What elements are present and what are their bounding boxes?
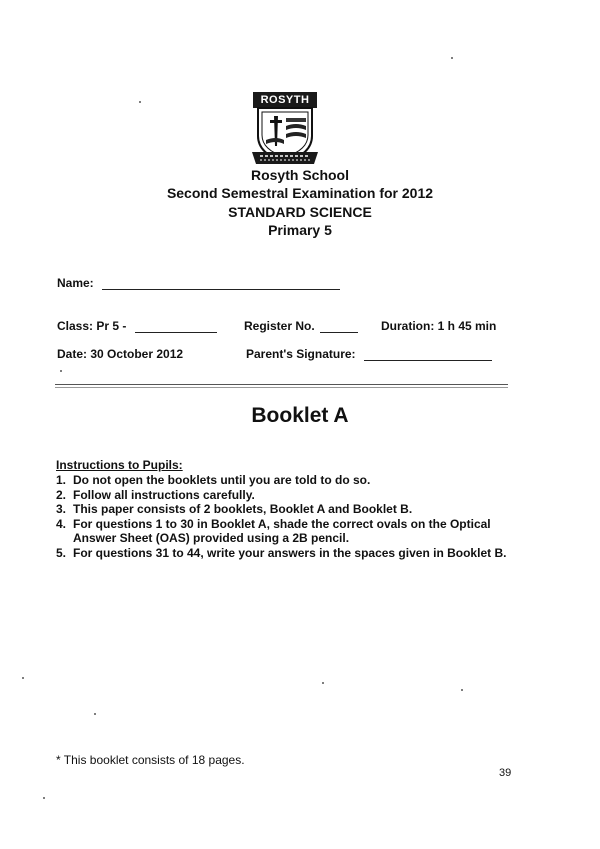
booklet-title: Booklet A	[251, 404, 349, 427]
scan-speck	[43, 797, 45, 799]
instruction-item: 1. Do not open the booklets until you are told to do so.	[56, 473, 371, 487]
register-label: Register No.	[244, 319, 315, 333]
scan-speck	[451, 57, 453, 59]
name-label: Name:	[57, 276, 94, 290]
name-blank-line[interactable]	[102, 278, 340, 290]
instruction-item: 3. This paper consists of 2 booklets, Booklet A and Booklet B.	[56, 502, 413, 516]
level-title: Primary 5	[268, 222, 332, 238]
name-field	[57, 276, 340, 290]
school-name: Rosyth School	[250, 167, 349, 183]
crest-banner-text: ROSYTH	[253, 92, 317, 108]
page-count-note: * This booklet consists of 18 pages.	[56, 753, 245, 767]
section-divider-shadow	[55, 387, 508, 388]
date-text: Date: 30 October 2012	[57, 347, 184, 361]
signature-field	[246, 347, 492, 361]
scan-speck	[22, 677, 24, 679]
instruction-item: 5. For questions 31 to 44, write your answers in the spaces given in Booklet B.	[56, 545, 507, 560]
section-divider	[55, 384, 508, 385]
signature-label: Parent's Signature:	[246, 347, 356, 361]
instruction-item: 4. For questions 1 to 30 in Booklet A, shade the correct ovals on the Optical Answer Sheet (OAS) provided using a 2B pencil.	[56, 516, 491, 545]
class-blank-line[interactable]	[135, 321, 217, 333]
duration-text: Duration: 1 h 45 min	[381, 319, 497, 333]
register-field	[244, 319, 358, 333]
scan-speck	[94, 713, 96, 715]
instruction-item: 2. Follow all instructions carefully.	[56, 487, 255, 502]
scan-speck	[461, 689, 463, 691]
class-label: Class: Pr 5 -	[57, 319, 127, 333]
exam-title: Second Semestral Examination for 2012	[166, 185, 434, 201]
class-field	[57, 319, 217, 333]
handwritten-page-mark: 39	[499, 767, 512, 779]
instructions-list	[56, 473, 516, 560]
scan-speck	[139, 101, 141, 103]
subject-title: STANDARD SCIENCE	[228, 204, 372, 220]
scan-speck	[322, 682, 324, 684]
crest-shield-icon	[250, 106, 320, 168]
signature-blank-line[interactable]	[364, 349, 492, 361]
instructions-heading: Instructions to Pupils:	[56, 458, 183, 472]
scan-speck	[60, 370, 62, 372]
school-crest-logo	[250, 92, 320, 168]
register-blank-line[interactable]	[320, 321, 358, 333]
